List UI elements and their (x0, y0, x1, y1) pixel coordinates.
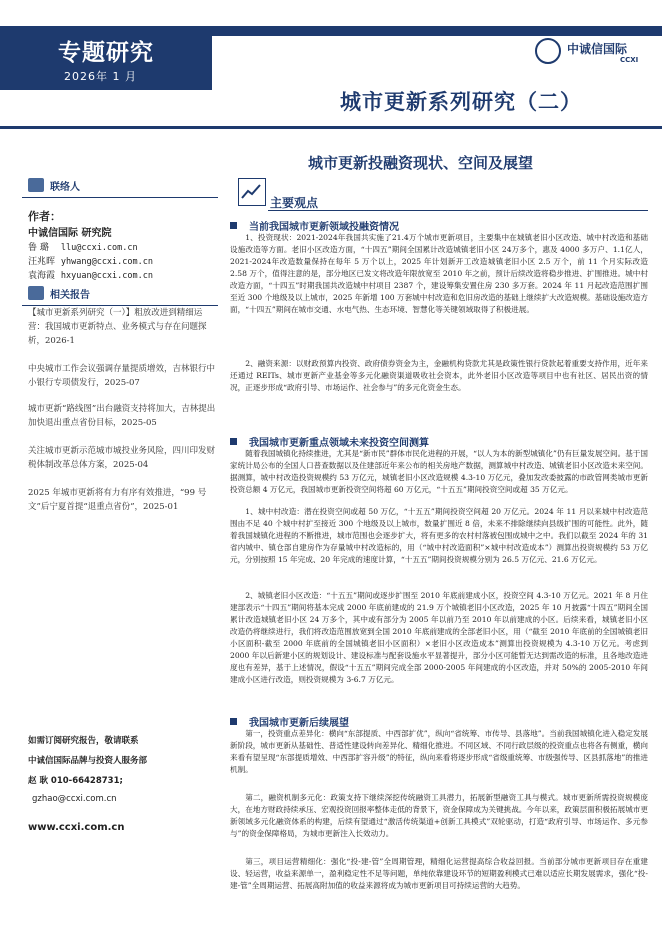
bullet-icon (230, 718, 237, 725)
author-name: 汪兆晖 (28, 257, 56, 267)
author-name: 袁海霞 (28, 271, 56, 281)
related-report[interactable]: 城市更新“路线图”出台融资支持将加大，吉林提出加快退出重点省份目标，2025-05 (28, 404, 216, 428)
paragraph: 1、投资现状：2021-2024年我国共实施了21.4万个城市更新项目，主要集中在城镇老旧小区改造、城中村改造和基础设施改造等方面。老旧小区改造方面，“十四五”期间全国累计改造城镇老旧小区 24万多个，惠及 4000 多万户、1.1亿人，2021-2024年改造数量保持在每年 5 万个以上，2025 年计划新开工改造城镇老旧小区 2.5 万个，前 11 个月实际改造 2.58 万个，值得注意的是，部分地区已发文将改造年限放宽至 2010 年之前，预计后续改造将稳步推进、扩围推进。城中村改造方面，“十四五”时期我国共改造城中村项目 2387 个，建设筹集安置住房 230 多万套。2024 年 11 月起改造范围扩围至近 300 个地级及以上城市，2025 年新增 100 万套城中村改造和危旧房改造的基础上继续扩大改造规模。基础设施改造方面，“十四五”期间在城市交通、水电气热、生态环境、智慧化等关键领域取得了积极进展。 (230, 233, 648, 314)
related-report[interactable]: 【城市更新系列研究（一）】粗放改进到精细运营：我国城市更新特点、业务模式与存在问题探析，2026-1 (28, 308, 207, 346)
author-label: 作者： (28, 210, 61, 223)
contact-person: 赵 耿 010-66428731; (28, 776, 123, 786)
section-title: 我国城市更新重点领域未来投资空间测算 (249, 438, 429, 449)
related-heading (22, 280, 218, 306)
key-points-rule (268, 210, 648, 211)
sidebar (22, 130, 218, 936)
company-logo (535, 38, 655, 68)
chart-icon (238, 178, 266, 206)
related-heading-label: 相关报告 (50, 290, 90, 301)
paragraph: 随着我国城镇化持续推进，尤其是“新市民”群体市民化进程的开展，“以人为本的新型城镇化”仍有巨量发展空间。基于国家统计局公布的全国人口普查数据以及住建部近年来公布的相关房地产数据，测算城中村改造、城镇老旧小区改造未来空间。据测算，城中村改造投资规模约 53 万亿元，城镇老旧小区改造规模 4.3-10 万亿元，叠加发改委披露的市政管网类城市更新投资总额 4 万亿元，我国城市更新投资空间将超 60 万亿元，“十五五”期间投资空间或超 35 万亿元。 (230, 449, 648, 494)
bullet-icon (230, 438, 237, 445)
paragraph: 2、城镇老旧小区改造：“十五五”期间或逐步扩围至 2010 年底前建成小区，投资空间 4.3-10 万亿元。2021 年 8 月住建部表示“十四五”期间将基本完成 2000 年底前建成的 21.9 万个城镇老旧小区改造，2025 年 10 月披露“十四五”期间全国累计改造城镇老旧小区 24 万多个，其中或有部分为 2005 年以前乃至 2010 年以前建成的小区。后续来看，城镇老旧小区改造仍将继续进行，我们将改造范围放宽到全国 2010 年底前建成的全部老旧小区，用（“截至 2010 年底前的全国城镇老旧小区面积-截至 2000 年底前的全国城镇老旧小区面积）×老旧小区改造成本”测算出投资规模为 4.3-10 万亿元。考虑到 2000 年以后新建小区的规划设计、建设标准与配套设施水平显著提升，部分小区可能暂无达到需改造的标准，且各地改造进度也有差异，基于上述情况，假设“十五五”期间完成全部 2000-2005 年间建成的小区改造，并对 50%的 2005-2010 年间建成小区进行改造，则投资规模为 3-6.7 万亿元。 (230, 591, 648, 684)
report-header (0, 0, 662, 132)
logo-text: 中诚信国际 (567, 42, 628, 56)
logo-icon (535, 38, 561, 64)
author-row (28, 240, 138, 253)
logo-sub: CCXI (620, 56, 639, 64)
section-heading (230, 434, 429, 449)
header-stripe (212, 26, 662, 36)
header-divider (0, 126, 662, 129)
bullet-icon (230, 222, 237, 229)
report-title: 城市更新投融资现状、空间及展望 (308, 154, 534, 172)
person-icon (28, 178, 44, 192)
author-email[interactable]: yhwang@ccxi.com.cn (60, 257, 153, 267)
series-title: 城市更新系列研究（二） (340, 90, 582, 114)
contact-email[interactable]: gzhao@ccxi.com.cn (32, 794, 117, 804)
brand-block (0, 26, 212, 90)
author-email[interactable]: hxyuan@ccxi.com.cn (60, 271, 153, 281)
author-email[interactable]: llu@ccxi.com.cn (60, 243, 138, 253)
subscribe-note: 如需订阅研究报告，敬请联系 (28, 736, 139, 746)
author-name: 鲁 璐 (28, 243, 49, 253)
related-report[interactable]: 2025 年城市更新将有力有序有效推进，“99 号文”后宁夏首提“退重点省份”，2025-01 (28, 488, 207, 512)
website-link[interactable]: www.ccxi.com.cn (28, 822, 125, 833)
paragraph: 第二，融资机制多元化：政策支持下继续深挖传统融资工具潜力，拓展新型融资工具与模式。城市更新所需投资规模庞大，在地方财政持续承压、宏观投资回报率整体走低的背景下，资金保障成为关键挑战。今年以来，政策层面积极拓展城市更新领域多元化融资体系的构建，后续有望通过“激活传统渠道+创新工具模式”双轮驱动，打造“政府引导、市场运作、多元参与”的资金保障格局，为城市更新注入长效动力。 (230, 793, 648, 838)
report-type: 专题研究 (58, 40, 154, 66)
paragraph: 第一，投资重点差异化：横向“东部提质、中西部扩优”，纵向“省统筹、市传导、县落地”。当前我国城镇化进入稳定发展新阶段，城市更新从基础性、普适性建设转向差异化、精细化推进。不同区域、不同行政层级的投资重点也将各有侧重，横向来看有望呈现“东部提质增效、中西部扩容升级”的特征，纵向来看将逐步形成“省级重统筹、市级强传导、区县抓落地”的推进机制。 (230, 729, 648, 774)
related-report[interactable]: 关注城市更新示范城市城投业务风险，四川印发财税体制改革总体方案，2025-04 (28, 446, 216, 470)
paragraph: 第三，项目运营精细化：强化“投-建-管”全周期管理，精细化运营提高综合收益回报。当前部分城市更新项目存在重建设、轻运营，收益来源单一，盈利稳定性不足等问题，单纯依靠建设环节的短期盈利模式已难以适应长期发展需求，强化“投-建-管”全周期运营、拓展高附加值的收益来源将成为城市更新项目可持续运营的大趋势。 (230, 857, 648, 890)
author-row (28, 254, 153, 267)
report-icon (28, 286, 44, 300)
report-date: 2026年 1 月 (64, 70, 137, 83)
related-report[interactable]: 中央城市工作会议强调存量提质增效，吉林银行中小银行专项债发行，2025-07 (28, 364, 216, 388)
service-dept: 中诚信国际品牌与投资人服务部 (28, 756, 148, 766)
section-title: 我国城市更新后续展望 (249, 718, 349, 729)
contacts-heading (22, 172, 218, 198)
paragraph: 1、城中村改造：潜在投资空间或超 50 万亿，“十五五”期间投资空间超 20 万亿元。2024 年 11 月以来城中村改造范围由不足 40 个城中村扩至接近 300 个地级及以上城市，数量扩围近 8 倍，未来不排除继续向县级扩围的可能性。此外，随着我国城镇化进程的不断推进，城市范围也会逐步扩大，将有更多的农村村落被包围成城中之中。我们以截至 2024 年的 31 省内城中、镇仓部自建房作为存量城中村改造标的，用（“城中村改造面积”×城中村改造成本”）测算出投资规模约 53 万亿元，分别按照 15 年完成、20 年完成的速度计算，“十五五”期间投资规模分别为 26.5 万亿元、21.6 万亿元。 (230, 507, 648, 564)
key-points-heading: 主要观点 (270, 196, 319, 210)
section-title: 当前我国城市更新领域投融资情况 (249, 222, 399, 233)
paragraph: 2、融资来源：以财政预算内投资、政府债券资金为主，金融机构贷款尤其是政策性银行贷款起着重要支持作用，近年来还通过 REITs、城市更新产业基金等多元化融资渠道吸收社会资本，此外老旧小区改造等项目中也有社区、居民出资的情况，正逐步形成“政府引导、市场运作、社会参与”的多元化资金生态。 (230, 359, 648, 392)
section-heading (230, 714, 349, 729)
contacts-heading-label: 联络人 (50, 182, 80, 193)
author-org: 中诚信国际 研究院 (28, 228, 112, 239)
heading-rule (22, 197, 218, 198)
section-heading (230, 218, 399, 233)
